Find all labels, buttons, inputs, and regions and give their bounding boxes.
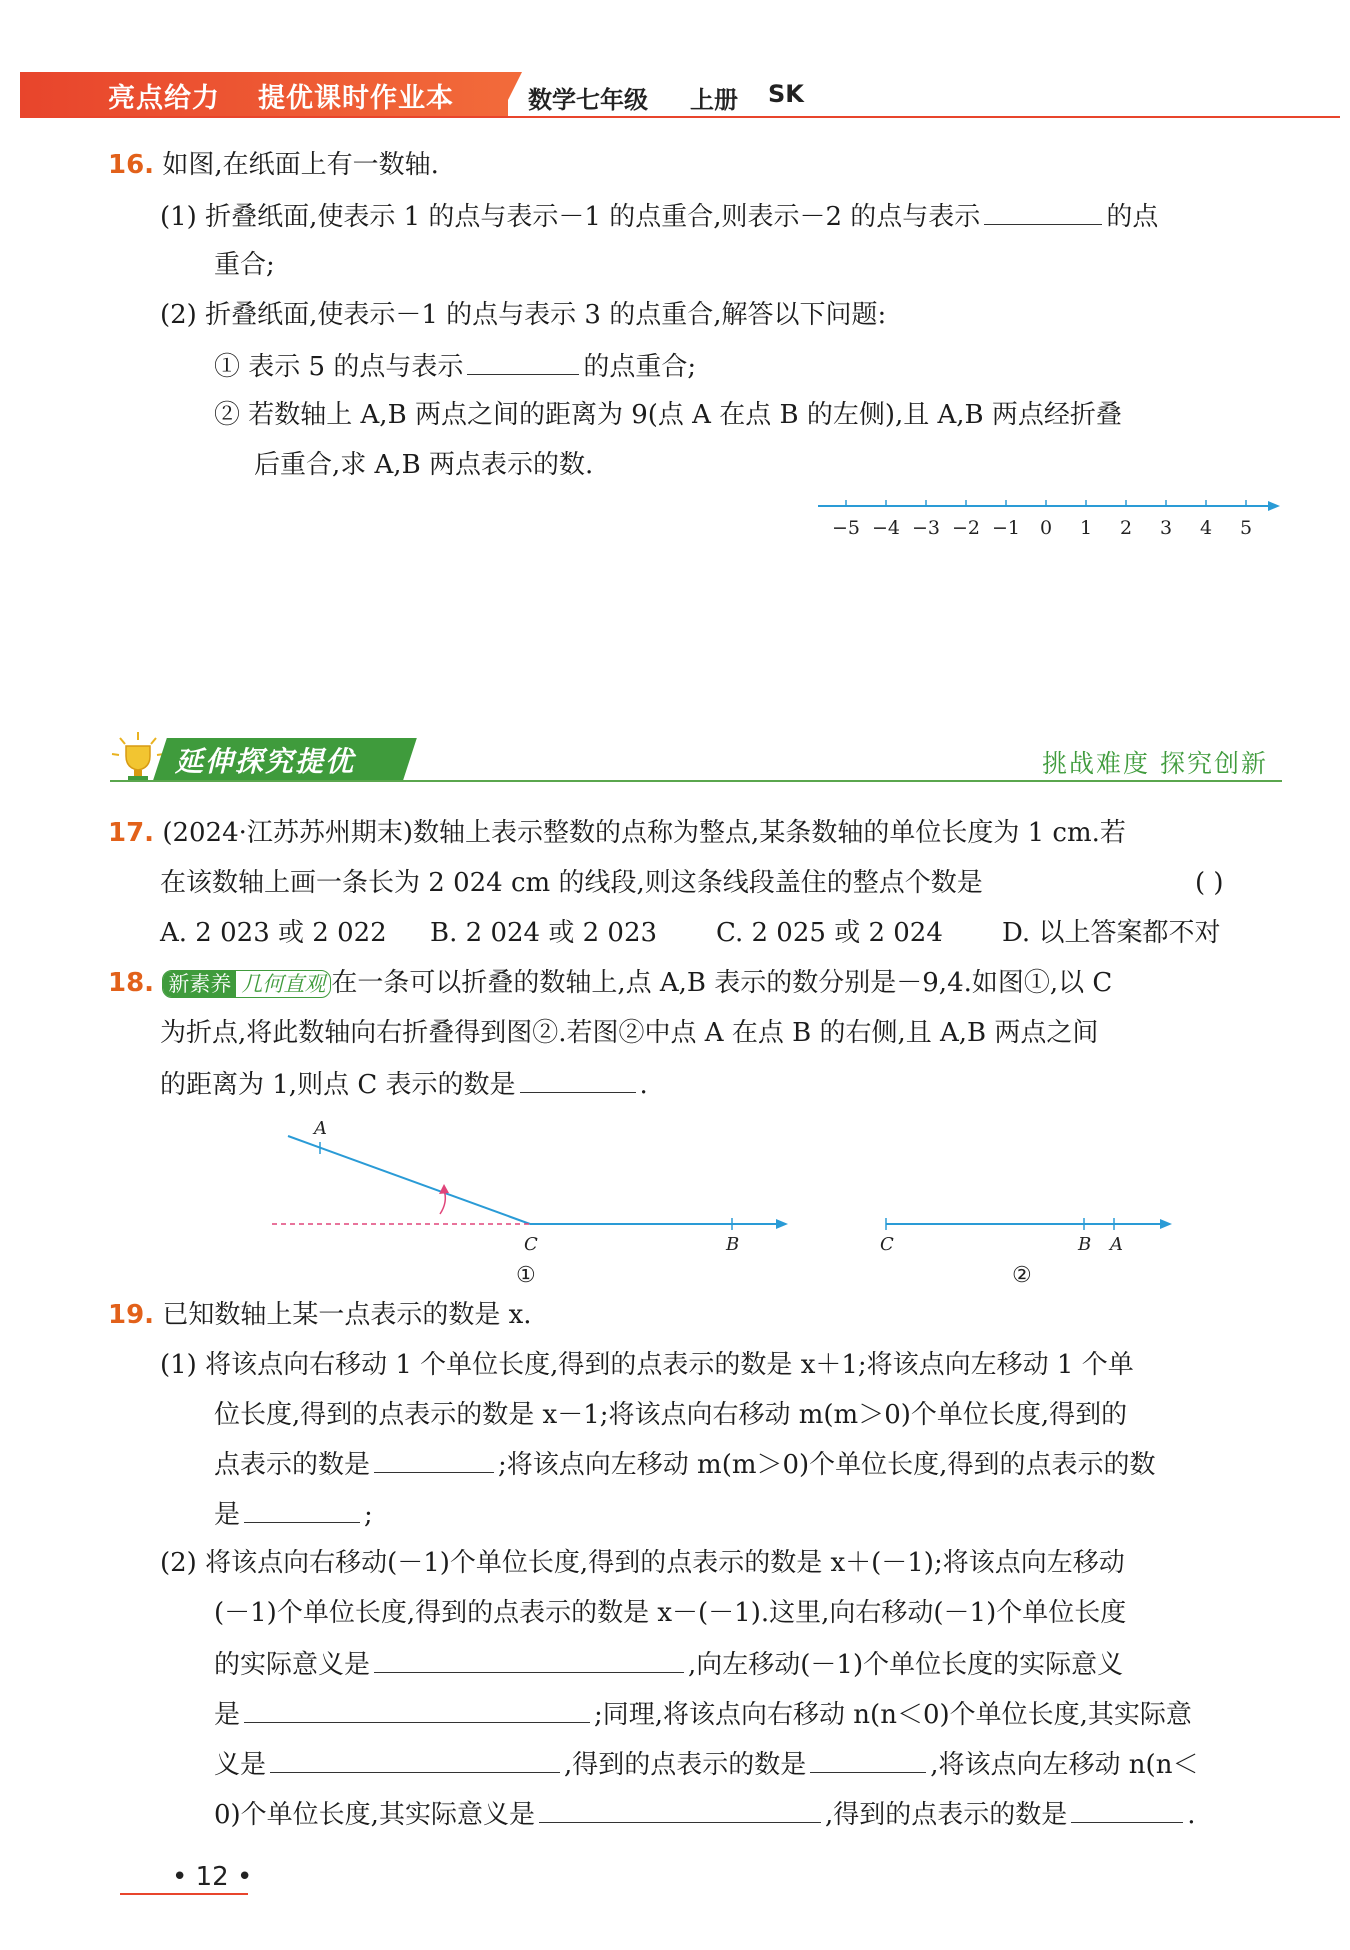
answer-blank[interactable] bbox=[539, 1796, 821, 1823]
answer-blank[interactable] bbox=[1071, 1796, 1183, 1823]
literacy-tag bbox=[162, 970, 331, 998]
folded-ray bbox=[288, 1136, 530, 1224]
axis-arrow bbox=[776, 1219, 788, 1229]
answer-blank[interactable] bbox=[244, 1696, 590, 1723]
label-b: B bbox=[726, 1234, 740, 1255]
q16-part1-cont: 重合; bbox=[214, 250, 275, 280]
axis-tick-label: 1 bbox=[1079, 517, 1093, 539]
q17-text1: (2024·江苏苏州期末)数轴上表示整数的点称为整点,某条数轴的单位长度为 1 cm.若 bbox=[162, 818, 1126, 848]
q16-sub2-line1: ② 若数轴上 A,B 两点之间的距离为 9(点 A 在点 B 的左侧),且 A,B 两点经折叠 bbox=[214, 400, 1122, 430]
q19-text10c: . bbox=[1187, 1800, 1196, 1830]
header-edition: SK bbox=[768, 80, 804, 108]
q18-line2: 为折点,将此数轴向右折叠得到图②.若图②中点 A 在点 B 的右侧,且 A,B 两点之间 bbox=[160, 1018, 1099, 1048]
q18-text1: 在一条可以折叠的数轴上,点 A,B 表示的数分别是－9,4.如图①,以 C bbox=[331, 968, 1113, 998]
q16-part2: (2) 折叠纸面,使表示－1 的点与表示 3 的点重合,解答以下问题: bbox=[160, 300, 887, 330]
q19-line4 bbox=[214, 1496, 373, 1532]
q19-text9c: ,将该点向左移动 n(n＜ bbox=[930, 1750, 1199, 1780]
q19-text4a: 是 bbox=[214, 1500, 241, 1530]
q19-text10b: ,得到的点表示的数是 bbox=[824, 1800, 1068, 1830]
axis-tick-label: −3 bbox=[911, 517, 941, 539]
q19-text4b: ; bbox=[364, 1500, 373, 1530]
q19-line8 bbox=[214, 1696, 1192, 1732]
answer-blank[interactable] bbox=[270, 1746, 560, 1773]
q19-text8b: ;同理,将该点向右移动 n(n＜0)个单位长度,其实际意 bbox=[594, 1700, 1192, 1730]
brand-right: 提优课时作业本 bbox=[258, 83, 454, 114]
fold-figure-1 bbox=[260, 1110, 800, 1290]
q19-text3a: 点表示的数是 bbox=[214, 1450, 371, 1480]
q19-number: 19. bbox=[108, 1300, 155, 1330]
label-a: A bbox=[1110, 1234, 1123, 1255]
number-line-arrow bbox=[1268, 501, 1280, 511]
q16-part1-text: (1) 折叠纸面,使表示 1 的点与表示－1 的点重合,则表示－2 的点与表示 bbox=[160, 202, 981, 232]
axis-tick-label: 0 bbox=[1039, 517, 1053, 539]
q16-sub1-text: ① 表示 5 的点与表示 bbox=[214, 352, 464, 382]
header-band-tail bbox=[500, 72, 522, 116]
axis-tick-label: 2 bbox=[1119, 517, 1133, 539]
axis-tick-label: −1 bbox=[991, 517, 1021, 539]
q18-line3 bbox=[160, 1066, 648, 1102]
q19-text7b: ,向左移动(－1)个单位长度的实际意义 bbox=[688, 1650, 1124, 1680]
q16-part1-tail: 的点 bbox=[1106, 202, 1159, 232]
answer-blank[interactable] bbox=[984, 198, 1102, 225]
q17-answer-paren[interactable]: ( ) bbox=[1195, 868, 1224, 898]
fold-figure-2 bbox=[870, 1110, 1190, 1290]
q17-option-c[interactable]: C. 2 025 或 2 024 bbox=[716, 918, 943, 948]
q19-line9 bbox=[214, 1746, 1198, 1782]
q16-sub1-tail: 的点重合; bbox=[583, 352, 697, 382]
section-title: 延伸探究提优 bbox=[175, 745, 356, 778]
q18-number: 18. bbox=[108, 968, 155, 998]
q16-part1-line bbox=[160, 198, 1158, 234]
q19-text9a: 义是 bbox=[214, 1750, 267, 1780]
q19-line7 bbox=[214, 1646, 1123, 1682]
number-line-figure bbox=[810, 490, 1290, 560]
answer-blank[interactable] bbox=[244, 1496, 360, 1523]
q17-number: 17. bbox=[108, 818, 155, 848]
q19-stem-line bbox=[108, 1298, 532, 1332]
q16-stem: 如图,在纸面上有一数轴. bbox=[162, 150, 439, 180]
q16-number: 16. bbox=[108, 150, 155, 180]
q17-option-d[interactable]: D. 以上答案都不对 bbox=[1002, 918, 1221, 948]
q18-text3-end: . bbox=[639, 1070, 648, 1100]
label-c: C bbox=[524, 1234, 538, 1255]
axis-tick-label: −2 bbox=[951, 517, 981, 539]
answer-blank[interactable] bbox=[810, 1746, 926, 1773]
q19-line5: (2) 将该点向右移动(－1)个单位长度,得到的点表示的数是 x＋(－1);将该点向左移动 bbox=[160, 1548, 1125, 1578]
q19-line6: (－1)个单位长度,得到的点表示的数是 x－(－1).这里,向右移动(－1)个单位长度 bbox=[214, 1598, 1127, 1628]
section-rule bbox=[110, 780, 1282, 782]
q19-line1: (1) 将该点向右移动 1 个单位长度,得到的点表示的数是 x＋1;将该点向左移动 1 个单 bbox=[160, 1350, 1134, 1380]
q16-sub2-line2: 后重合,求 A,B 两点表示的数. bbox=[254, 450, 594, 480]
header-rule bbox=[20, 116, 1340, 118]
tag-new-literacy: 新素养 bbox=[163, 971, 236, 997]
q17-option-b[interactable]: B. 2 024 或 2 023 bbox=[430, 918, 658, 948]
q19-text3b: ;将该点向左移动 m(m＞0)个单位长度,得到的点表示的数 bbox=[498, 1450, 1156, 1480]
answer-blank[interactable] bbox=[374, 1646, 684, 1673]
answer-blank[interactable] bbox=[374, 1446, 494, 1473]
answer-blank[interactable] bbox=[520, 1066, 636, 1093]
q19-line10 bbox=[214, 1796, 1195, 1832]
tag-geometry-intuition: 几何直观 bbox=[241, 972, 326, 996]
page-number-rule bbox=[120, 1893, 248, 1895]
q19-line3 bbox=[214, 1446, 1155, 1482]
axis-arrow bbox=[1160, 1219, 1172, 1229]
q19-text9b: ,得到的点表示的数是 bbox=[564, 1750, 807, 1780]
axis-tick-label: −5 bbox=[831, 517, 861, 539]
axis-tick-label: 4 bbox=[1199, 517, 1213, 539]
answer-blank[interactable] bbox=[467, 348, 579, 375]
q19-text8a: 是 bbox=[214, 1700, 241, 1730]
axis-tick-label: −4 bbox=[871, 517, 901, 539]
figure-2-caption: ② bbox=[1012, 1263, 1032, 1288]
brand-left: 亮点给力 bbox=[108, 83, 220, 114]
header-volume: 上册 bbox=[690, 86, 738, 114]
q19-text10a: 0)个单位长度,其实际意义是 bbox=[214, 1800, 535, 1830]
q17-option-a[interactable]: A. 2 023 或 2 022 bbox=[160, 918, 387, 948]
q17-line1 bbox=[108, 816, 1126, 850]
page-number: • 12 • bbox=[172, 1862, 253, 1892]
label-c: C bbox=[880, 1234, 894, 1255]
axis-tick-label: 5 bbox=[1239, 517, 1253, 539]
label-b: B bbox=[1078, 1234, 1092, 1255]
q16-stem-line bbox=[108, 148, 439, 182]
q19-text7a: 的实际意义是 bbox=[214, 1650, 371, 1680]
q19-line2: 位长度,得到的点表示的数是 x－1;将该点向右移动 m(m＞0)个单位长度,得到的 bbox=[214, 1400, 1128, 1430]
q19-stem: 已知数轴上某一点表示的数是 x. bbox=[162, 1300, 532, 1330]
q18-text3: 的距离为 1,则点 C 表示的数是 bbox=[160, 1070, 516, 1100]
figure-1-caption: ① bbox=[516, 1263, 536, 1288]
q16-sub1-line bbox=[214, 348, 696, 384]
section-subtitle: 挑战难度 探究创新 bbox=[1042, 749, 1268, 778]
axis-tick-label: 3 bbox=[1159, 517, 1173, 539]
label-a: A bbox=[314, 1118, 327, 1139]
q18-line1 bbox=[108, 966, 1112, 1000]
q17-line2: 在该数轴上画一条长为 2 024 cm 的线段,则这条线段盖住的整点个数是 bbox=[160, 868, 983, 898]
header-subject: 数学七年级 bbox=[528, 86, 648, 114]
